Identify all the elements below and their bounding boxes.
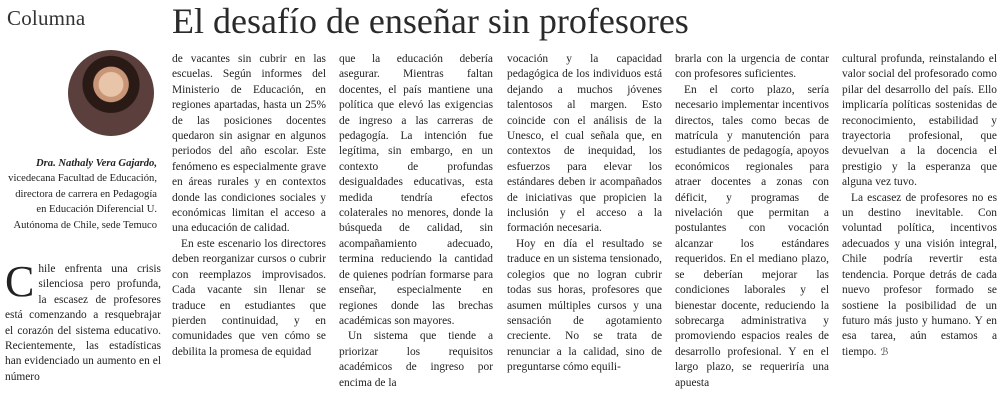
article-column-4	[507, 52, 662, 376]
article-paragraph	[842, 191, 997, 360]
article-paragraph: de vacantes sin cubrir en las escuelas. Según informes del Ministerio de Educación, en regiones apartadas, hasta un 25% de las posiciones docentes quedaron sin asignar en algunos periodos del año escolar. Este fenómeno es especialmente grave en áreas rurales y en contextos donde las condiciones sociales y económicas limitan el acceso a una educación de calidad.	[172, 53, 326, 235]
article-paragraph	[5, 257, 161, 385]
article-paragraph: que la educación debería asegurar. Mientras faltan docentes, el país mantiene una política que elevó las exigencias de ingreso a las carreras de pedagogía. La intención fue legítima, sin embargo, en un contexto de profundas desigualdades educativas, esta medida tendría efectos colaterales no menores, donde la búsqueda de calidad, sin acompañamiento adecuado, termina reduciendo la cantidad de quienes podrían formarse para enseñar, especialmente en regiones donde las brechas académicas son mayores.	[339, 53, 493, 327]
author-bio	[5, 156, 157, 233]
article-paragraph: Un sistema que tiende a priorizar los requisitos académicos de ingreso por encima de la	[339, 330, 493, 389]
paragraph-text: hile enfrenta una crisis silenciosa pero profunda, la escasez de profesores está comenzando a resquebrajar el corazón del sistema educativo. Recientemente, las estadísticas han evidenciado un aumento en el número	[5, 263, 161, 383]
article-paragraph: vocación y la capacidad pedagógica de los individuos está dejando a muchos jóvenes talentosos al margen. Esto coincide con el análisis de la Unesco, el cual señala que, en contextos de inequidad, los esfuerzos para elevar los estándares deben ir acompañados de iniciativas que propicien la inclusión y el acceso a la formación necesaria.	[507, 53, 662, 235]
drop-cap: C	[5, 257, 35, 306]
section-label: Columna	[7, 6, 86, 30]
article-column-5	[675, 52, 829, 391]
article-paragraph: cultural profunda, reinstalando el valor social del profesorado como pilar del desarrollo del país. Ello implicaría políticas sostenidas de reconocimiento, estabilidad y trayectoria profesional, que devuelvan a la docencia el prestigio y la esperanza que alguna vez tuvo.	[842, 53, 997, 189]
article-column-6	[842, 52, 997, 360]
article-paragraph: brarla con la urgencia de contar con profesores suficientes.	[675, 53, 829, 81]
article-paragraph: Hoy en día el resultado se traduce en un sistema tensionado, colegios que no logran cubrir todas sus horas, profesores que asumen múltiples cursos y una sensación de agotamiento creciente. No se trata de renunciar a la calidad, sino de preguntarse cómo equili-	[507, 237, 662, 374]
article-paragraph: En este escenario los directores deben reorganizar cursos o cubrir con reemplazos improvisados. Cada vacante sin llenar se traduce en estudiantes que pierden continuidad, y en comunidades que ven cómo se debilita la promesa de equidad	[172, 237, 326, 358]
article-column-2	[172, 52, 326, 360]
paragraph-text: La escasez de profesores no es un destino inevitable. Con voluntad política, incentivos adecuados y una visión integral, Chile podría revertir esta tendencia. Porque detrás de cada nuevo profesor formado se sostiene la posibilidad de un futuro más justo y humano. Y en esa tarea, aún estamos a tiempo.	[842, 191, 997, 358]
article-headline: El desafío de enseñar sin profesores	[172, 1, 689, 41]
article-paragraph: En el corto plazo, sería necesario implementar incentivos directos, tales como becas de matrícula y manutención para estudiantes de pedagogía, apoyos económicos regionales para atraer docentes a zonas con déficit, y programas de nivelación que permitan a postulantes con vocación alcanzar los estándares requeridos. En el mediano plazo, se deberían mejorar las condiciones laborales y el bienestar docente, reduciendo la sobrecarga administrativa y promoviendo espacios reales de desarrollo profesional. Y en el largo plazo, se requeriría una apuesta	[675, 83, 829, 389]
author-affiliation: vicedecana Facultad de Educación, directora de carrera en Pedagogía en Educación Diferencial U. Autónoma de Chile, sede Temuco	[8, 173, 157, 231]
end-mark-icon: ℬ	[880, 346, 889, 358]
article-column-1	[5, 257, 161, 385]
author-name: Dra. Nathaly Vera Gajardo,	[36, 158, 157, 169]
article-column-3	[339, 52, 493, 391]
author-portrait	[68, 50, 154, 136]
